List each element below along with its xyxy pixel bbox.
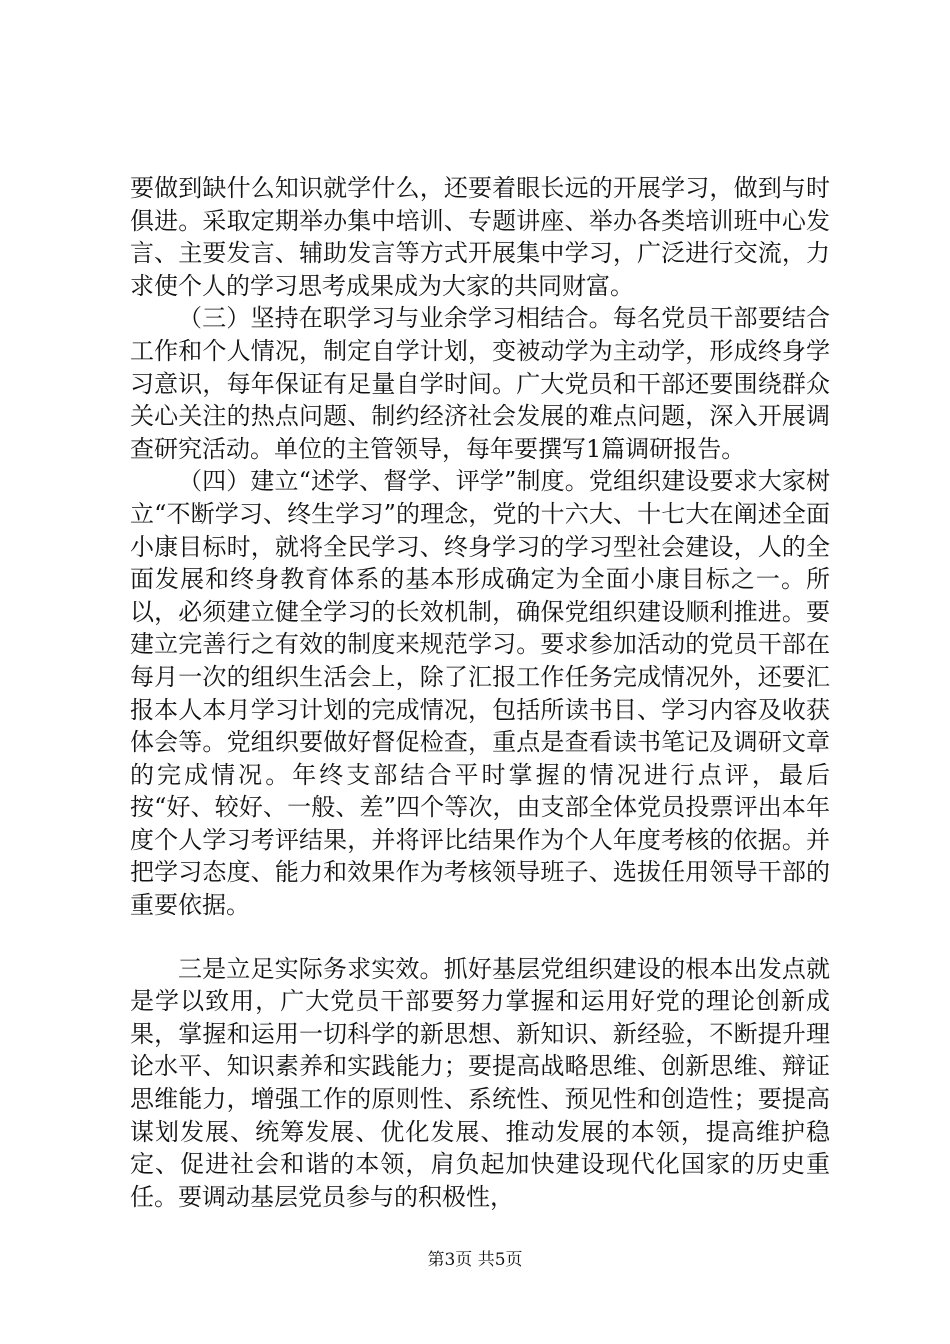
- document-body: [130, 172, 830, 1213]
- page-footer: 第3页 共5页: [427, 1250, 523, 1270]
- paragraph-section-four: （四）建立“述学、督学、评学”制度。党组织建设要求大家树立“不断学习、终生学习”的理念，党的十六大、十七大在阐述全面小康目标时，就将全民学习、终身学习的学习型社会建设，人的全面发展和终身教育体系的基本形成确定为全面小康目标之一。所以，必须建立健全学习的长效机制，确保党组织建设顺利推进。要建立完善行之有效的制度来规范学习。要求参加活动的党员干部在每月一次的组织生活会上，除了汇报工作任务完成情况外，还要汇报本人本月学习计划的完成情况，包括所读书目、学习内容及收获体会等。党组织要做好督促检查，重点是查看读书笔记及调研文章的完成情况。年终支部结合平时掌握的情况进行点评，最后按“好、较好、一般、差”四个等次，由支部全体党员投票评出本年度个人学习考评结果，并将评比结果作为个人年度考核的依据。并把学习态度、能力和效果作为考核领导班子、选拔任用领导干部的重要依据。: [130, 467, 830, 920]
- paragraph-gap: [130, 922, 830, 953]
- paragraph-point-three: 三是立足实际务求实效。抓好基层党组织建设的根本出发点就是学以致用，广大党员干部要努力掌握和运用好党的理论创新成果，掌握和运用一切科学的新思想、新知识、新经验，不断提升理论水平、知识素养和实践能力；要提高战略思维、创新思维、辩证思维能力，增强工作的原则性、系统性、预见性和创造性；要提高谋划发展、统筹发展、优化发展、推动发展的本领，提高维护稳定、促进社会和谐的本领，肩负起加快建设现代化国家的历史重任。要调动基层党员参与的积极性，: [130, 954, 830, 1211]
- paragraph-continued: 要做到缺什么知识就学什么，还要着眼长远的开展学习，做到与时俱进。采取定期举办集中培训、专题讲座、举办各类培训班中心发言、主要发言、辅助发言等方式开展集中学习，广泛进行交流，力求使个人的学习思考成果成为大家的共同财富。: [130, 174, 830, 300]
- paragraph-section-three: （三）坚持在职学习与业余学习相结合。每名党员干部要结合工作和个人情况，制定自学计划，变被动学为主动学，形成终身学习意识，每年保证有足量自学时间。广大党员和干部还要围绕群众关心关注的热点问题、制约经济社会发展的难点问题，深入开展调查研究活动。单位的主管领导，每年要撰写1篇调研报告。: [130, 304, 830, 463]
